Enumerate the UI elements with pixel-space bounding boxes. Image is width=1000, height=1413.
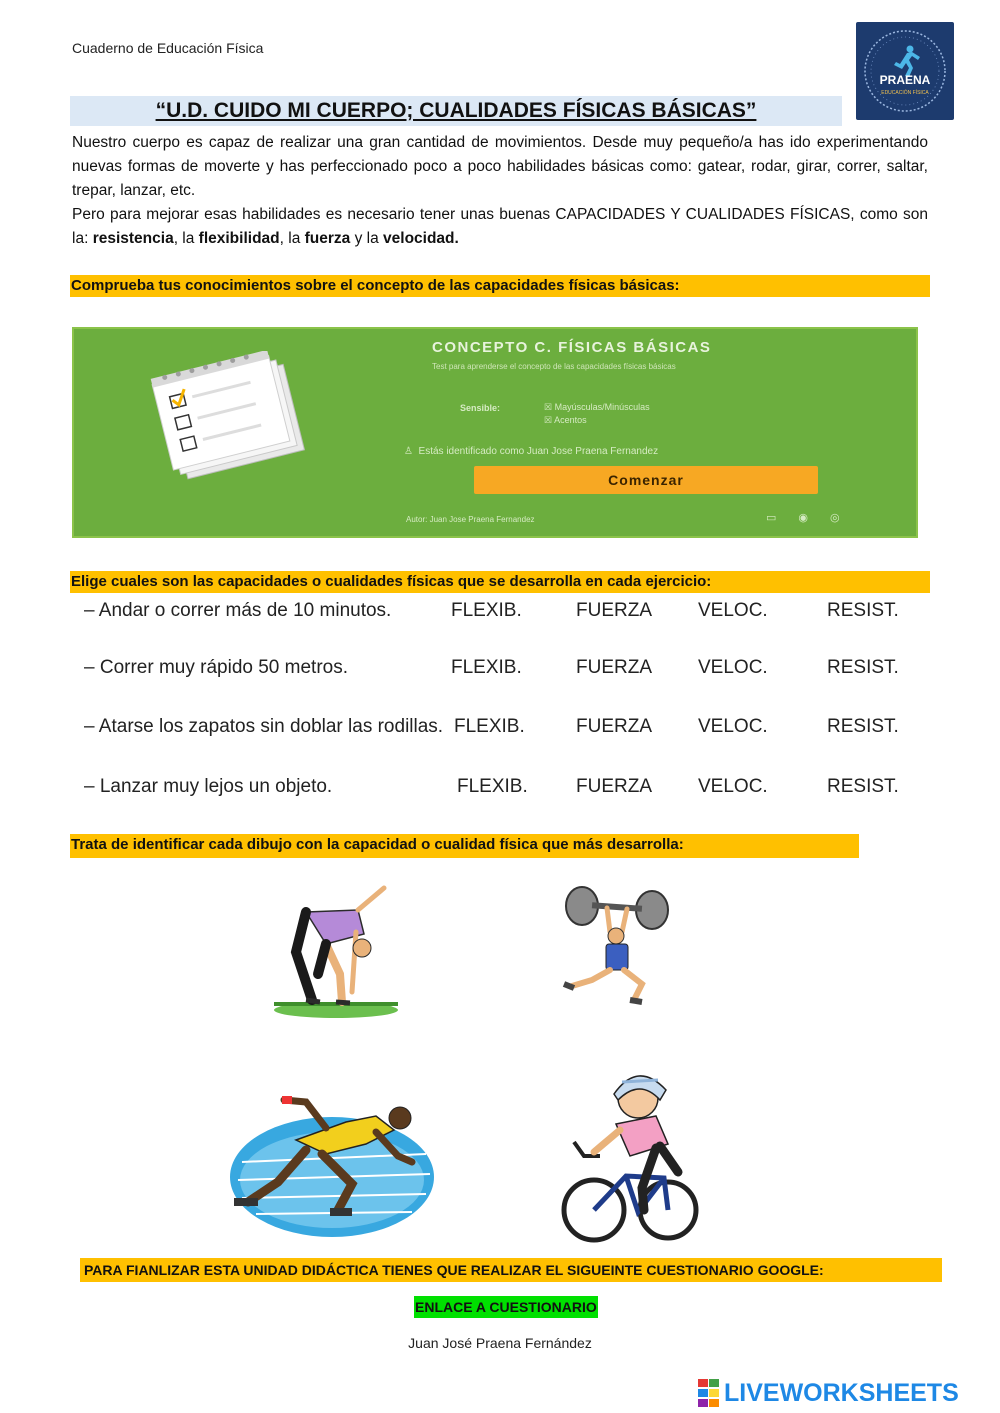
- option-resist[interactable]: RESIST.: [827, 600, 899, 621]
- exercise-row: [84, 600, 914, 626]
- settings-icon: ◎: [830, 512, 862, 524]
- stretching-person-drawing: [266, 882, 406, 1022]
- page-title: “U.D. CUIDO MI CUERPO; CUALIDADES FÍSICAS BÁSICAS”: [70, 96, 842, 126]
- section-heading-exercises: Elige cuales son las capacidades o cualidades físicas que se desarrolla en cada ejercicio:: [70, 571, 930, 593]
- section-heading-drawings: Trata de identificar cada dibujo con la capacidad o cualidad física que más desarrolla:: [70, 834, 859, 858]
- option-resist[interactable]: RESIST.: [827, 776, 899, 797]
- exercise-row: [84, 776, 914, 802]
- notebook-header: Cuaderno de Educación Física: [72, 40, 264, 56]
- option-fuerza[interactable]: FUERZA: [576, 600, 652, 621]
- exercise-text: – Lanzar muy lejos un objeto.: [84, 776, 333, 797]
- option-veloc[interactable]: VELOC.: [698, 657, 768, 678]
- exercise-row: [84, 716, 914, 742]
- cyclist-drawing: [560, 1060, 700, 1246]
- praena-logo: [856, 22, 954, 120]
- sprinter-drawing: [226, 1092, 438, 1242]
- identified-user: ♙ Estás identificado como Juan Jose Praena Fernandez: [404, 446, 659, 457]
- exercise-row: [84, 657, 914, 683]
- logo-sub: EDUCACIÓN FÍSICA: [881, 90, 929, 96]
- quiz-author: Autor: Juan Jose Praena Fernandez: [406, 515, 535, 524]
- exercise-text: – Andar o correr más de 10 minutos.: [84, 600, 392, 621]
- sensitive-label: Sensible:: [460, 403, 501, 413]
- option-resist[interactable]: RESIST.: [827, 657, 899, 678]
- option-fuerza[interactable]: FUERZA: [576, 716, 652, 737]
- quiz-title: CONCEPTO C. FÍSICAS BÁSICAS: [432, 339, 712, 356]
- option-veloc[interactable]: VELOC.: [698, 600, 768, 621]
- option-resist[interactable]: RESIST.: [827, 716, 899, 737]
- option-flexib[interactable]: FLEXIB.: [451, 657, 522, 678]
- start-button[interactable]: Comenzar: [474, 466, 818, 494]
- quiz-banner[interactable]: [72, 327, 918, 538]
- intro-text: [72, 131, 928, 251]
- questionnaire-link[interactable]: ENLACE A CUESTIONARIO: [414, 1296, 598, 1318]
- fullscreen-icon: ▭: [766, 512, 799, 524]
- author-name: Juan José Praena Fernández: [408, 1335, 592, 1351]
- option-veloc[interactable]: VELOC.: [698, 716, 768, 737]
- final-instruction: PARA FIANLIZAR ESTA UNIDAD DIDÁCTICA TIENES QUE REALIZAR EL SIGUEINTE CUESTIONARIO GOOGLE:: [80, 1258, 942, 1282]
- liveworksheets-logo-icon: [698, 1379, 720, 1407]
- exercise-text: – Atarse los zapatos sin doblar las rodillas.: [84, 716, 444, 737]
- option-fuerza[interactable]: FUERZA: [576, 657, 652, 678]
- option-flexib[interactable]: FLEXIB.: [454, 716, 525, 737]
- checkbox-case[interactable]: ☒ Mayúsculas/Minúsculas: [544, 402, 650, 412]
- checklist-icon: [134, 351, 324, 481]
- exercise-text: – Correr muy rápido 50 metros.: [84, 657, 348, 678]
- option-flexib[interactable]: FLEXIB.: [451, 600, 522, 621]
- option-fuerza[interactable]: FUERZA: [576, 776, 652, 797]
- option-flexib[interactable]: FLEXIB.: [457, 776, 528, 797]
- quiz-subtitle: Test para aprenderse el concepto de las capacidades físicas básicas: [432, 362, 676, 371]
- intro-paragraph-2: Pero para mejorar esas habilidades es necesario tener unas buenas CAPACIDADES Y CUALIDADES FÍSICAS, como son la: resistencia, la flexibilidad, la fuerza y la velocidad.: [72, 206, 928, 247]
- liveworksheets-watermark: [698, 1378, 959, 1408]
- option-veloc[interactable]: VELOC.: [698, 776, 768, 797]
- checkbox-accents[interactable]: ☒ Acentos: [544, 415, 587, 425]
- weightlifter-drawing: [552, 884, 678, 1010]
- banner-icons[interactable]: [766, 511, 862, 524]
- watermark-text: LIVEWORKSHEETS: [724, 1378, 959, 1407]
- user-icon: ♙: [404, 446, 413, 457]
- share-icon: ◉: [798, 512, 831, 524]
- logo-name: PRAENA: [879, 73, 931, 87]
- section-heading-concept: Comprueba tus conocimientos sobre el concepto de las capacidades físicas básicas:: [70, 275, 930, 297]
- intro-paragraph-1: Nuestro cuerpo es capaz de realizar una gran cantidad de movimientos. Desde muy pequeño/a has ido experimentando nuevas formas de moverte y has perfeccionado poco a poco habilidades básicas como: gatear, rodar, girar, correr, saltar, trepar, lanzar, etc.: [72, 134, 928, 199]
